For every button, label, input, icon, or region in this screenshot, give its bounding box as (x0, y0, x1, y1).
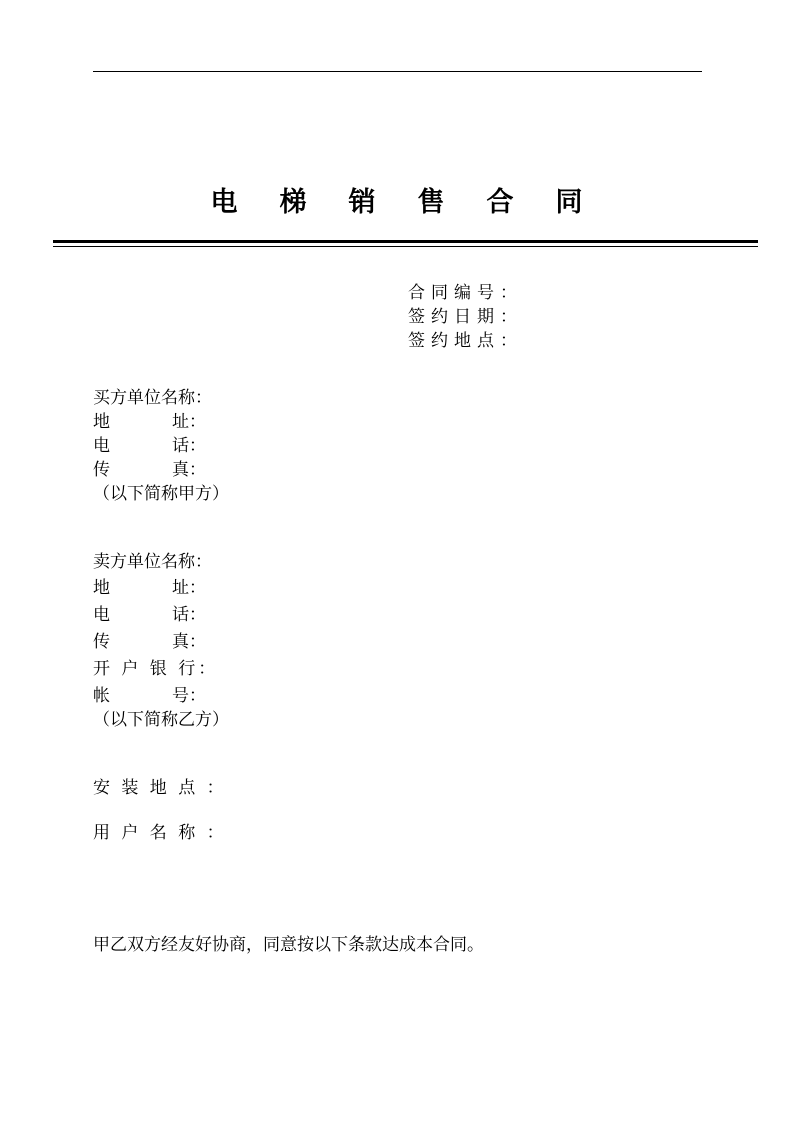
header-rule (93, 71, 702, 72)
title-char: 销 (348, 187, 376, 218)
title-char: 售 (417, 187, 445, 218)
buyer-phone-label-a: 电 (93, 436, 110, 456)
seller-fax-label-a: 传 (93, 632, 110, 652)
title-rule-thin (53, 246, 758, 247)
buyer-phone-label-b: 话： (172, 436, 206, 456)
document-title (0, 180, 793, 219)
seller-phone-row (93, 603, 206, 627)
sign-date-label: 签约日期： (408, 307, 523, 327)
contract-number-label: 合同编号： (408, 283, 523, 303)
buyer-alias: （以下简称甲方） (93, 484, 229, 504)
seller-address-label-b: 址： (172, 578, 206, 598)
buyer-name-label: 买方单位名称： (93, 388, 212, 408)
seller-address-label-a: 地 (93, 578, 110, 598)
buyer-phone-row (93, 434, 206, 458)
seller-account-row (93, 684, 206, 708)
seller-name-label: 卖方单位名称： (93, 552, 212, 572)
buyer-address-row (93, 410, 206, 434)
buyer-fax-label-a: 传 (93, 460, 110, 480)
seller-account-label-a: 帐 (93, 686, 110, 706)
seller-fax-row (93, 630, 206, 654)
buyer-address-label-a: 地 (93, 412, 110, 432)
buyer-address-label-b: 址： (172, 412, 206, 432)
seller-account-label-b: 号： (172, 686, 206, 706)
seller-fax-label-b: 真： (172, 632, 206, 652)
buyer-fax-label-b: 真： (172, 460, 206, 480)
user-name-label: 用 户 名 称 ： (93, 823, 227, 843)
sign-place-label: 签约地点： (408, 331, 523, 351)
seller-phone-label-b: 话： (172, 605, 206, 625)
title-char: 同 (555, 187, 583, 218)
install-place-label: 安 装 地 点 ： (93, 778, 227, 798)
title-char: 电 (210, 187, 238, 218)
seller-address-row (93, 576, 206, 600)
intro-paragraph: 甲乙双方经友好协商，同意按以下条款达成本合同。 (93, 935, 484, 955)
seller-alias: （以下简称乙方） (93, 710, 229, 730)
buyer-fax-row (93, 458, 206, 482)
seller-bank-label: 开 户 银 行： (93, 659, 219, 679)
title-rule-thick (53, 240, 758, 243)
seller-phone-label-a: 电 (93, 605, 110, 625)
title-char: 合 (486, 187, 514, 218)
title-char: 梯 (279, 187, 307, 218)
